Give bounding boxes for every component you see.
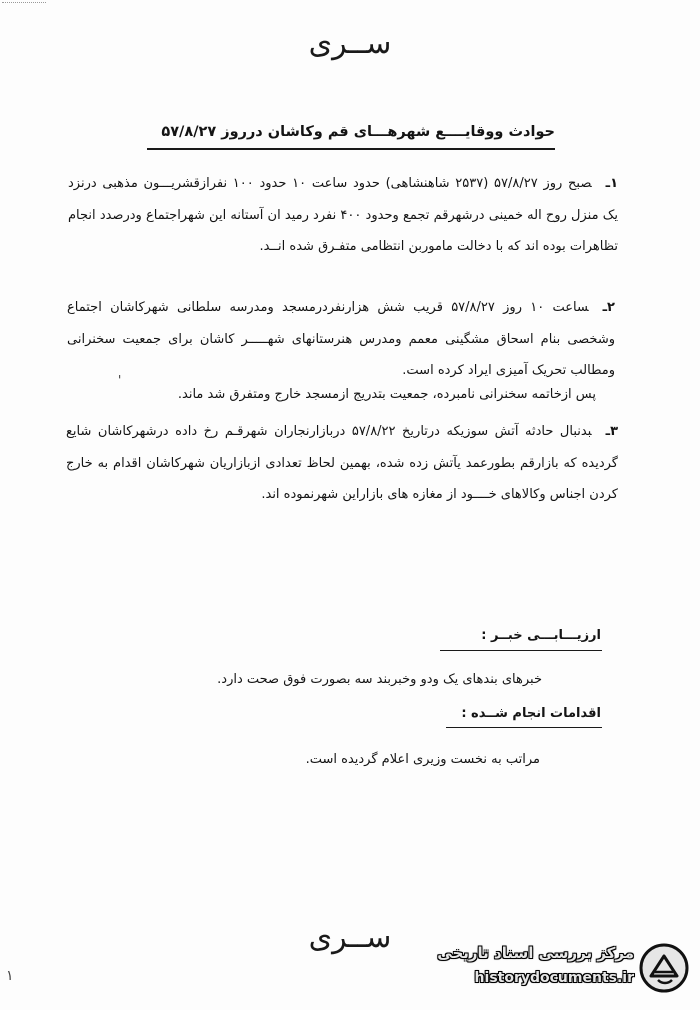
heading-underline bbox=[147, 148, 555, 150]
page-margin-mark: ۱ bbox=[6, 968, 14, 984]
classification-mark-top: ســرى bbox=[308, 26, 392, 61]
paragraph-number: ۳ـ bbox=[605, 424, 618, 439]
paragraph-1 bbox=[68, 168, 618, 263]
paragraph-2-continuation bbox=[101, 379, 596, 411]
paragraph-text: ساعت ۱۰ روز ۵۷/۸/۲۷ قریب شش هزارنفردرمسجد ومدرسه سلطانی شهرکاشان اجتماع وشخصی بنام اسحاق مشگینی معمم ومدرس هنرستانهای شهـــــر کاشان برای جمعیت سخنرانی ومطالب تحریک آمیزی ایراد کرده است. bbox=[67, 300, 615, 378]
paragraph-text: صبح روز ۵۷/۸/۲۷ (۲۵۳۷ شاهنشاهی) حدود ساعت ۱۰ حدود ۱۰۰ نفرازقشریـــون مذهبی درنزد یک منزل روح اله خمینی درشهرقم تجمع وحدود ۴۰۰ نفرد رمید ان آستانه این شهراجتماع ودرصدد انجام تظاهرات بوده اند که با دخالت ماموربن انتظامی متفـرق شده انــد. bbox=[68, 176, 618, 254]
actions-label: اقدامات انجام شــده : bbox=[461, 706, 601, 721]
watermark-url: historydocuments.ir bbox=[474, 970, 634, 986]
actions-text: مراتب به نخست وزیری اعلام گردیده است. bbox=[305, 752, 540, 767]
margin-tick-mark: ' bbox=[118, 373, 122, 387]
document-heading: حوادث ووقایــــع شهرهـــای قم وکاشان درروز ۵۷/۸/۲۷ bbox=[161, 124, 555, 140]
paragraph-number: ۱ـ bbox=[605, 176, 618, 191]
paragraph-number: ۲ـ bbox=[602, 300, 615, 315]
paragraph-text: بدنبال حادثه آتش سوزیکه درتاریخ ۵۷/۸/۲۲ دربازارنجاران شهرقـم رخ داده درشهرکاشان شایع گردیده که بازارقم بطورعمد یآتش زده شده، بهمین لحاظ تعدادی ازبازاریان شهرکاشان اقدام به خارج کردن اجناس وکالاهای خــــود از مغازه های بازاراین شهرنموده اند. bbox=[66, 424, 618, 502]
evaluation-label-underline bbox=[440, 650, 602, 651]
classification-mark-bottom: ســرى bbox=[308, 920, 392, 955]
paragraph-text: پس ازخاتمه سخنرانی نامبرده، جمعیت بتدریج ازمسجد خارج ومتفرق شد ماند. bbox=[177, 387, 596, 402]
actions-label-underline bbox=[446, 727, 602, 728]
archive-logo-icon bbox=[638, 942, 690, 994]
scan-artifact bbox=[2, 2, 46, 9]
watermark-title: مرکز بررسی اسناد تاریخی bbox=[437, 944, 634, 962]
evaluation-text: خبرهای بندهای یک ودو وخبربند سه بصورت فوق صحت دارد. bbox=[217, 672, 542, 687]
watermark bbox=[412, 938, 694, 998]
paragraph-2 bbox=[67, 292, 615, 387]
evaluation-label: ارزیـــابـــی خبــر : bbox=[481, 628, 601, 643]
paragraph-3 bbox=[66, 416, 618, 511]
